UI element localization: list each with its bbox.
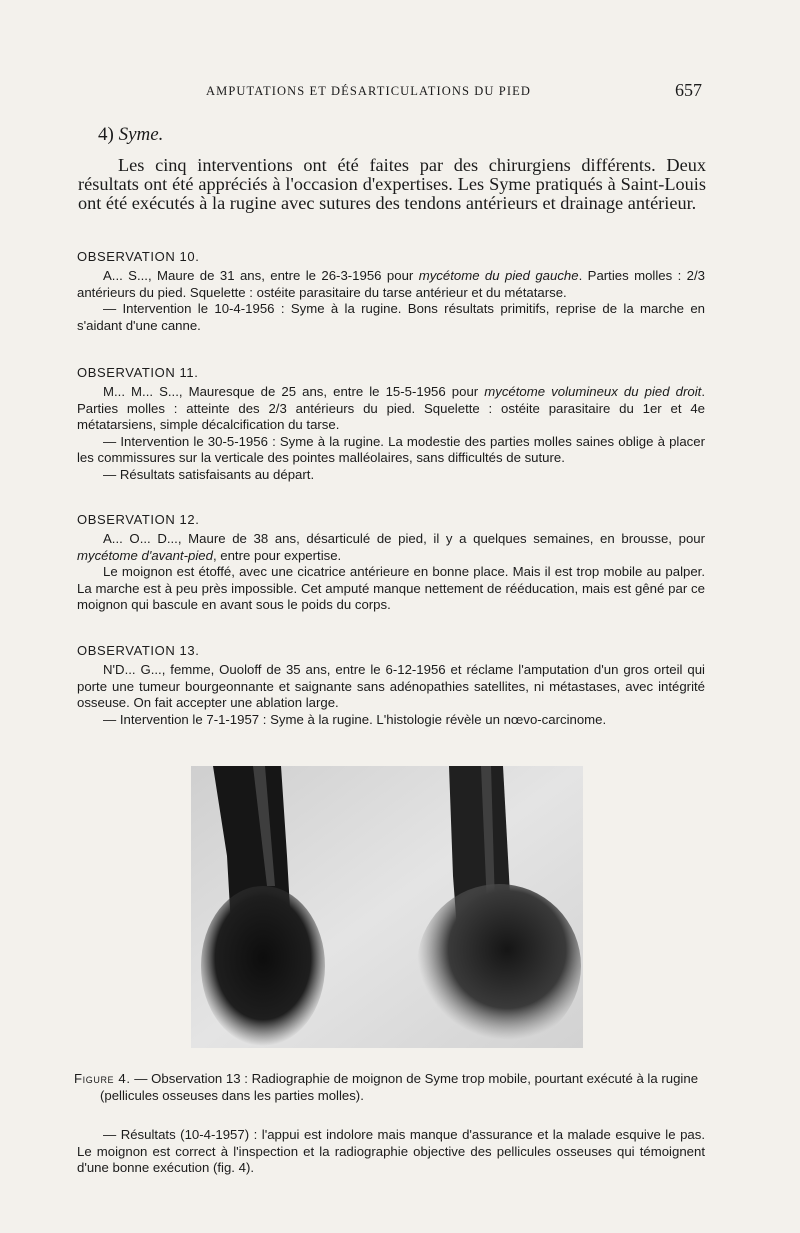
right-stump-shadow (417, 884, 581, 1048)
observation-10-paragraph: A... S..., Maure de 31 ans, entre le 26-3-1956 pour mycétome du pied gauche. Parties molles : 2/3 antérieurs du pied. Squelette : ostéite parasitaire du tarse antérieur et du métatarse. (77, 268, 705, 300)
section-title: Syme. (118, 124, 164, 145)
observation-10-body (77, 268, 705, 334)
radiograph-figure (191, 766, 583, 1048)
page-number: 657 (675, 80, 702, 100)
observation-12-body (77, 531, 705, 614)
intro-paragraph: Les cinq interventions ont été faites par des chirurgiens différents. Deux résultats ont été appréciés à l'occasion d'expertises. Les Syme pratiqués à Saint-Louis ont été exécutés à la rugine avec sutures des tendons antérieurs et drainage antérieur. (78, 155, 706, 213)
observation-11-heading: OBSERVATION 11. (77, 365, 199, 380)
observation-11-paragraph: M... M... S..., Mauresque de 25 ans, entre le 15-5-1956 pour mycétome volumineux du pied droit. Parties molles : atteinte des 2/3 antérieurs du pied. Squelette : ostéite parasitaire du 1er et 4e métatarsiens, simple décalcification du tarse. (77, 384, 705, 433)
observation-13-intervention: — Intervention le 7-1-1957 : Syme à la rugine. L'histologie révèle un nœvo-carcinome. (103, 711, 607, 727)
observation-10-heading: OBSERVATION 10. (77, 249, 200, 264)
observation-11-intervention: — Intervention le 30-5-1956 : Syme à la rugine. La modestie des parties molles saines oblige à placer les commissures sur la verticale des pointes malléolaires, sans difficultés de suture. (77, 433, 705, 466)
figure-caption (74, 1070, 704, 1104)
section-number: 4) (98, 124, 114, 145)
figure-caption-text: — Observation 13 : Radiographie de moignon de Syme trop mobile, pourtant exécuté à la rugine (pellicules osseuses dans les parties molles). (100, 1071, 699, 1103)
observation-13-body (77, 662, 705, 728)
observation-12-findings: Le moignon est étoffé, avec une cicatrice antérieure en bonne place. Mais il est trop mobile au palper. La marche est à peu près impossible. Cet amputé manque nettement de rééducation, mais est gêné par ce moignon qui bascule en avant sous le poids du corps. (77, 564, 705, 613)
observation-12-heading: OBSERVATION 12. (77, 512, 200, 527)
observation-11-results: — Résultats satisfaisants au départ. (103, 466, 315, 482)
figure-label: Figure 4. (74, 1071, 131, 1086)
results-paragraph: — Résultats (10-4-1957) : l'appui est indolore mais manque d'assurance et la malade esquive le pas. Le moignon est correct à l'inspection et la radiographie objective des pellicules osseuses qui témoignent d'une bonne exécution (fig. 4). (77, 1127, 705, 1176)
observation-10-intervention: — Intervention le 10-4-1956 : Syme à la rugine. Bons résultats primitifs, reprise de la marche en s'aidant d'une canne. (77, 301, 705, 333)
observation-13-paragraph: N'D... G..., femme, Ouoloff de 35 ans, entre le 6-12-1956 et réclame l'amputation d'un gros orteil qui porte une tumeur bourgeonnante et saignante sans adénopathies satellites, ni métastases, avec intégrité osseuse. On fait accepter une ablation large. (77, 662, 705, 711)
observation-12-paragraph: A... O... D..., Maure de 38 ans, désarticulé de pied, il y a quelques semaines, en brousse, pour mycétome d'avant-pied, entre pour expertise. (77, 531, 705, 563)
running-head: AMPUTATIONS ET DÉSARTICULATIONS DU PIED (206, 84, 531, 98)
observation-13-heading: OBSERVATION 13. (77, 643, 200, 658)
observation-11-body (77, 384, 705, 484)
section-heading (98, 124, 163, 146)
left-stump-shadow (201, 886, 325, 1046)
